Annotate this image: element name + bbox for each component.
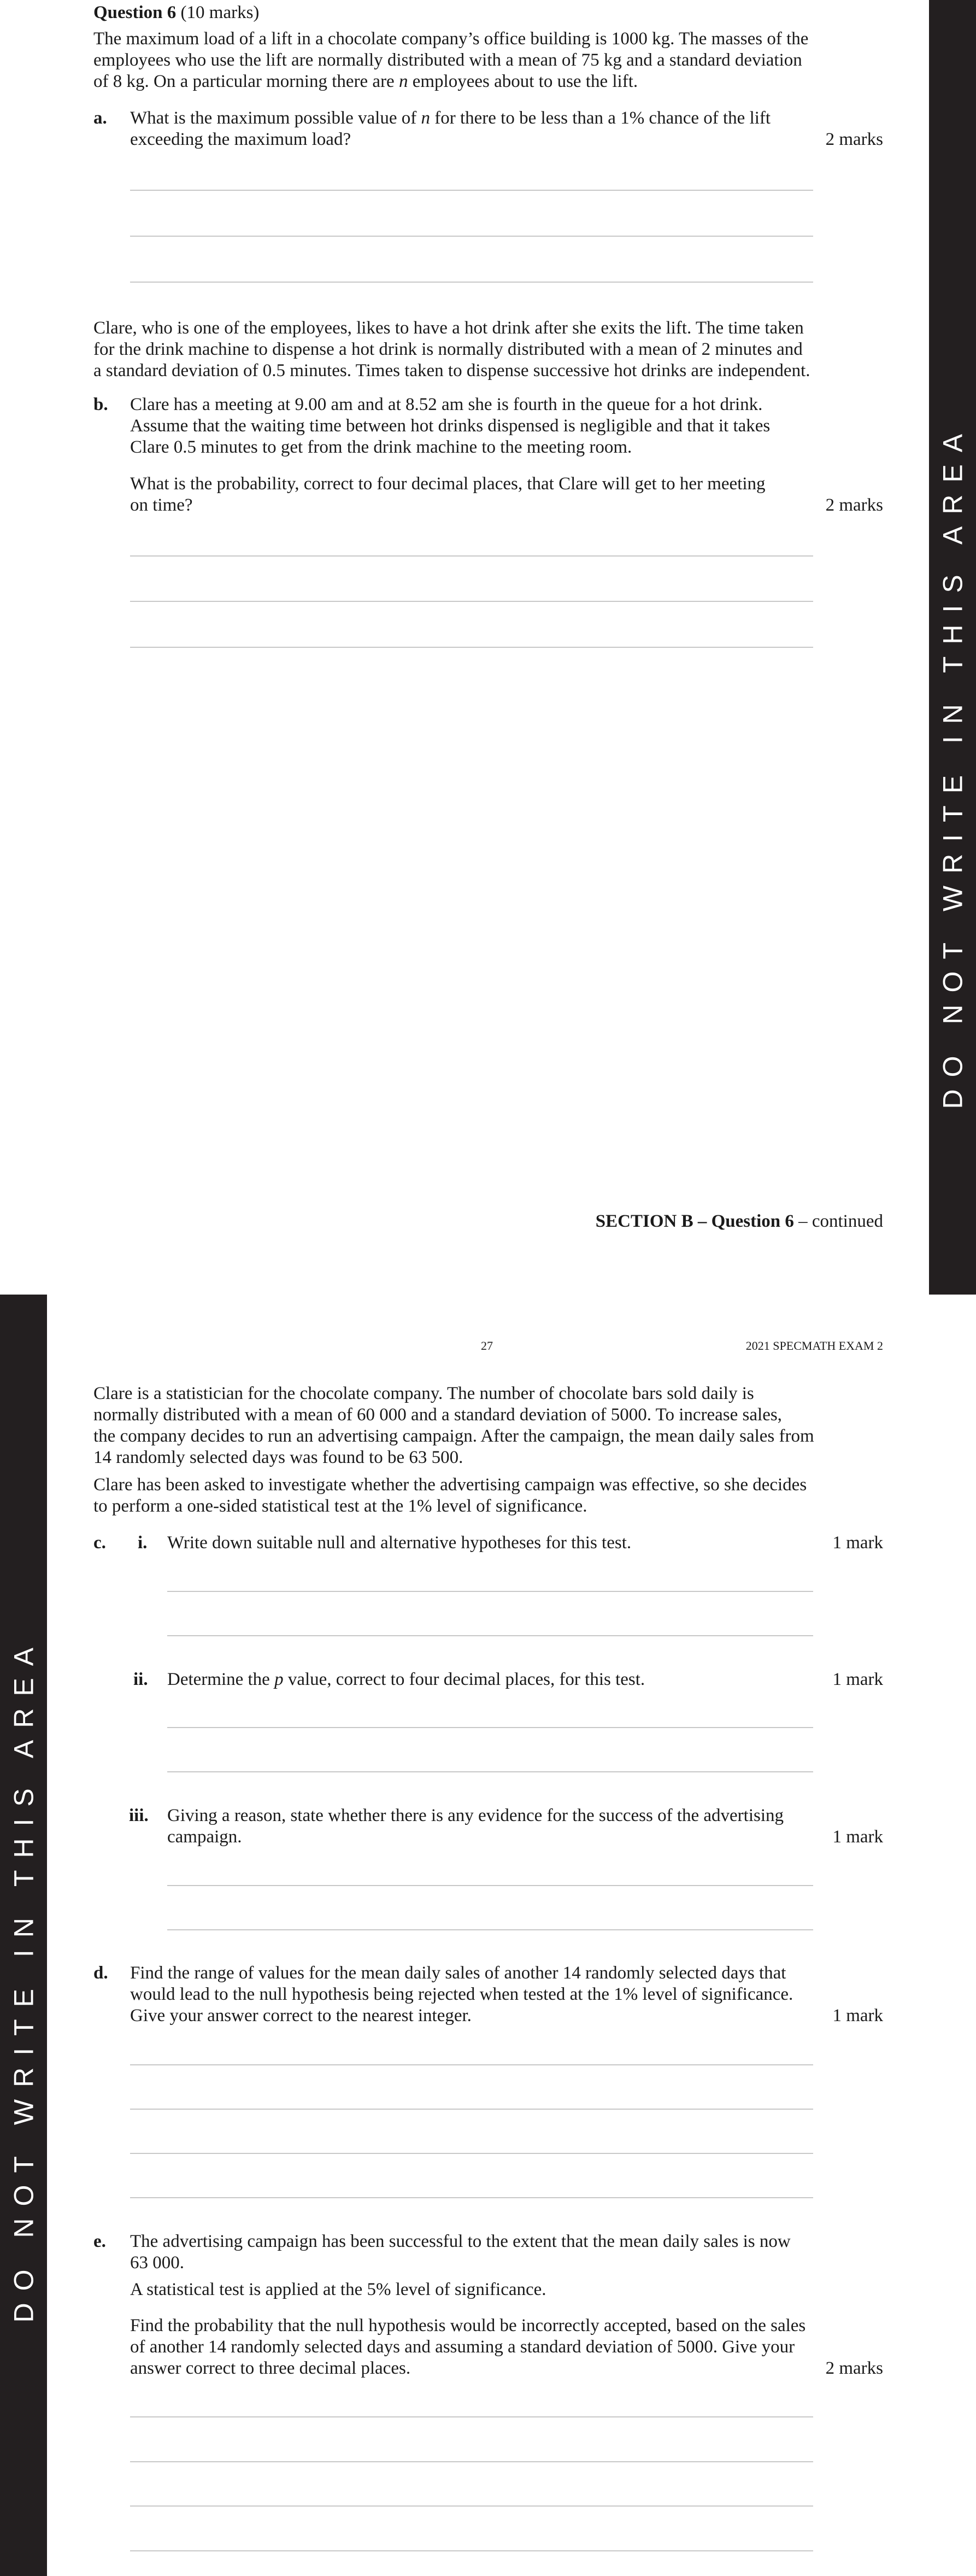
part-c-i-text: Write down suitable null and alternative hypotheses for this test. [167, 1533, 632, 1553]
part-d-line-1: Find the range of values for the mean daily sales of another 14 randomly selected days that [130, 1963, 786, 1983]
part-c-i-label: i. [138, 1533, 148, 1553]
part-c-iii-marks: 1 mark [832, 1827, 883, 1847]
answer-line[interactable] [130, 2197, 813, 2198]
intro-line-1: The maximum load of a lift in a chocolate company’s office building is 1000 kg. The masses of the [93, 29, 809, 49]
part-d-line-3: Give your answer correct to the nearest integer. [130, 2006, 472, 2025]
part-e-significance: A statistical test is applied at the 5% level of significance. [130, 2280, 546, 2299]
footer-section: SECTION B – Question 6 [595, 1211, 794, 1231]
p2-context-line-2: normally distributed with a mean of 60 000 and a standard deviation of 5000. To increase sales, [93, 1405, 782, 1425]
answer-line[interactable] [130, 647, 813, 648]
part-e-label: e. [93, 2232, 106, 2251]
answer-line[interactable] [130, 555, 813, 557]
p2-context-line-4: 14 randomly selected days was found to be 63 500. [93, 1448, 463, 1467]
part-a-line-1: What is the maximum possible value of n for there to be less than a 1% chance of the lift [130, 108, 771, 128]
context2-line-3: a standard deviation of 0.5 minutes. Times taken to dispense successive hot drinks are independent. [93, 361, 810, 380]
answer-line[interactable] [130, 2416, 813, 2417]
p2-context-line-3: the company decides to run an advertising campaign. After the campaign, the mean daily sales from [93, 1426, 814, 1446]
part-c-ii-label: ii. [133, 1670, 148, 1689]
part-c-iii-line-2: campaign. [167, 1827, 242, 1847]
part-e-line-1: The advertising campaign has been successful to the extent that the mean daily sales is now [130, 2232, 791, 2251]
part-d-marks: 1 mark [832, 2006, 883, 2025]
context2-line-2: for the drink machine to dispense a hot drink is normally distributed with a mean of 2 minutes and [93, 339, 803, 359]
part-e-question-2: of another 14 randomly selected days and assuming a standard deviation of 5000. Give your [130, 2337, 795, 2357]
footer-continued: – continued [793, 1211, 883, 1231]
intro-line-3: of 8 kg. On a particular morning there are n employees about to use the lift. [93, 72, 638, 91]
part-b-line-2: Assume that the waiting time between hot drinks dispensed is negligible and that it takes [130, 416, 771, 436]
part-b-question-2: on time? [130, 495, 193, 515]
answer-line[interactable] [130, 282, 813, 283]
question-heading [93, 2, 259, 23]
question-marks: (10 marks) [180, 3, 260, 22]
part-e-question-3: answer correct to three decimal places. [130, 2358, 411, 2378]
part-b-label: b. [93, 395, 108, 414]
intro-line-2: employees who use the lift are normally distributed with a mean of 75 kg and a standard deviation [93, 50, 802, 70]
part-b-line-3: Clare 0.5 minutes to get from the drink machine to the meeting room. [130, 437, 632, 457]
part-c-label: c. [93, 1533, 106, 1553]
p2-context2-line-2: to perform a one-sided statistical test at the 1% level of significance. [93, 1496, 587, 1516]
answer-line[interactable] [167, 1929, 813, 1930]
context2-line-1: Clare, who is one of the employees, likes to have a hot drink after she exits the lift. The time taken [93, 318, 804, 338]
page-number: 27 [481, 1339, 493, 1353]
part-c-ii-text: Determine the p value, correct to four decimal places, for this test. [167, 1670, 645, 1689]
part-e-marks: 2 marks [825, 2358, 883, 2378]
answer-line[interactable] [130, 2550, 813, 2551]
part-d-line-2: would lead to the null hypothesis being rejected when tested at the 1% level of significance. [130, 1984, 793, 2004]
part-a-marks: 2 marks [825, 130, 883, 149]
answer-line[interactable] [130, 2064, 813, 2065]
part-c-ii-marks: 1 mark [832, 1670, 883, 1689]
answer-line[interactable] [167, 1727, 813, 1728]
answer-line[interactable] [167, 1635, 813, 1636]
p2-context2-line-1: Clare has been asked to investigate whether the advertising campaign was effective, so she decides [93, 1475, 807, 1495]
part-c-i-marks: 1 mark [832, 1533, 883, 1553]
page-footer [492, 1211, 883, 1232]
answer-line[interactable] [130, 601, 813, 602]
part-b-line-1: Clare has a meeting at 9.00 am and at 8.52 am she is fourth in the queue for a hot drink. [130, 395, 763, 414]
answer-line[interactable] [130, 236, 813, 237]
part-e-line-2: 63 000. [130, 2253, 184, 2273]
exam-code: 2021 SPECMATH EXAM 2 [745, 1339, 883, 1353]
question-title: Question 6 [93, 3, 177, 22]
answer-line[interactable] [167, 1885, 813, 1886]
part-e-question-1: Find the probability that the null hypothesis would be incorrectly accepted, based on the sales [130, 2316, 806, 2335]
answer-line[interactable] [167, 1771, 813, 1772]
answer-line[interactable] [130, 2461, 813, 2462]
part-a-label: a. [93, 108, 107, 128]
part-b-marks: 2 marks [825, 495, 883, 515]
part-c-iii-label: iii. [129, 1806, 149, 1825]
answer-line[interactable] [130, 190, 813, 191]
answer-line[interactable] [130, 2109, 813, 2110]
do-not-write-banner-left: DO NOT WRITE IN THIS AREA [8, 1635, 39, 2323]
do-not-write-banner-right: DO NOT WRITE IN THIS AREA [937, 421, 968, 1109]
answer-line[interactable] [167, 1591, 813, 1592]
part-c-iii-line-1: Giving a reason, state whether there is any evidence for the success of the advertising [167, 1806, 784, 1825]
p2-context-line-1: Clare is a statistician for the chocolate company. The number of chocolate bars sold daily is [93, 1384, 754, 1403]
answer-line[interactable] [130, 2153, 813, 2154]
part-d-label: d. [93, 1963, 108, 1983]
answer-line[interactable] [130, 2505, 813, 2507]
part-a-line-2: exceeding the maximum load? [130, 130, 351, 149]
part-b-question-1: What is the probability, correct to four decimal places, that Clare will get to her meeting [130, 474, 766, 494]
